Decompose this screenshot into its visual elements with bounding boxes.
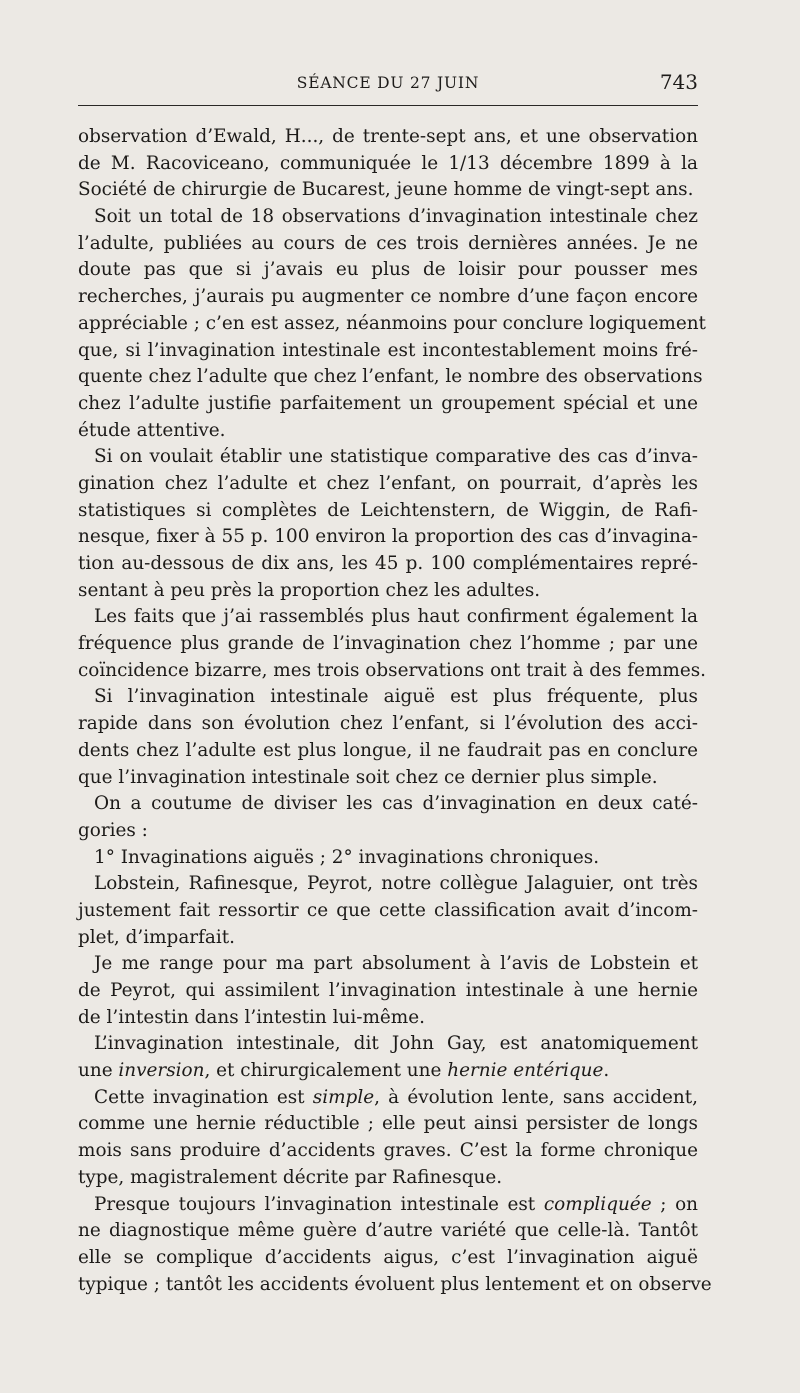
text-segment: chez l’adulte justifie parfaitement un groupement spécial et une bbox=[78, 392, 698, 414]
page-number: 743 bbox=[659, 70, 698, 94]
text-segment: rapide dans son évolution chez l’enfant, si l’évolution des acci- bbox=[78, 713, 698, 735]
text-segment: L’invagination intestinale, dit John Gay, est anatomiquement bbox=[94, 1033, 698, 1055]
text-segment: de Peyrot, qui assimilent l’invagination intestinale à une hernie bbox=[78, 980, 698, 1001]
text-line bbox=[78, 1085, 698, 1112]
text-line bbox=[78, 604, 698, 631]
text-segment: une bbox=[78, 1060, 119, 1082]
text-segment: sentant à peu près la proportion chez les adultes. bbox=[78, 579, 541, 601]
text-line bbox=[78, 791, 698, 818]
text-segment: 1° Invaginations aiguës ; 2° invaginations chroniques. bbox=[94, 846, 600, 868]
text-segment: coïncidence bizarre, mes trois observations ont trait à des femmes. bbox=[78, 659, 706, 681]
text-line bbox=[78, 1031, 698, 1058]
text-segment: doute pas que si j’avais eu plus de loisir pour pousser mes bbox=[78, 259, 698, 281]
text-segment: que, si l’invagination intestinale est incontestablement moins fré- bbox=[78, 339, 698, 361]
text-segment: type, magistralement décrite par Rafinesque. bbox=[78, 1166, 503, 1188]
text-line bbox=[78, 471, 698, 498]
text-segment: que l’invagination intestinale soit chez ce dernier plus simple. bbox=[78, 766, 658, 788]
text-segment: Soit un total de 18 observations d’invagination intestinale chez bbox=[94, 206, 698, 228]
text-segment: nesque, fixer à 55 p. 100 environ la proportion des cas d’invagina- bbox=[78, 526, 698, 548]
text-segment: de l’intestin dans l’intestin lui-même. bbox=[78, 1006, 425, 1028]
text-line bbox=[78, 1058, 698, 1085]
text-line bbox=[78, 818, 698, 845]
text-line bbox=[78, 418, 698, 445]
text-line bbox=[78, 1192, 698, 1219]
text-segment: dents chez l’adulte est plus longue, il ne faudrait pas en conclure bbox=[78, 739, 698, 761]
text-segment: plet, d’imparfait. bbox=[78, 926, 235, 948]
text-segment: On a coutume de diviser les cas d’invagination en deux caté- bbox=[94, 793, 698, 815]
text-segment: . bbox=[603, 1060, 610, 1082]
text-line bbox=[78, 631, 698, 658]
text-line bbox=[78, 177, 698, 204]
text-line bbox=[78, 1111, 698, 1138]
text-line bbox=[78, 231, 698, 258]
text-line bbox=[78, 311, 706, 338]
text-segment: recherches, j’aurais pu augmenter ce nombre d’une façon encore bbox=[78, 286, 698, 308]
text-line bbox=[78, 151, 698, 178]
text-line bbox=[78, 498, 698, 525]
text-segment: Si l’invagination intestinale aiguë est plus fréquente, plus bbox=[94, 686, 698, 708]
text-line bbox=[78, 871, 698, 898]
text-line bbox=[78, 951, 698, 978]
italic-term: compliquée bbox=[543, 1193, 652, 1215]
text-segment: Presque toujours l’invagination intestinale est bbox=[94, 1193, 544, 1215]
text-line bbox=[78, 391, 698, 418]
text-segment: fréquence plus grande de l’invagination chez l’homme ; par une bbox=[78, 633, 698, 655]
text-segment: quente chez l’adulte que chez l’enfant, le nombre des observations bbox=[78, 366, 703, 388]
text-segment: étude attentive. bbox=[78, 419, 226, 441]
text-line bbox=[78, 925, 698, 952]
text-line bbox=[78, 845, 698, 872]
italic-term: hernie entérique bbox=[447, 1060, 604, 1082]
text-line bbox=[78, 1138, 698, 1165]
text-segment: gination chez l’adulte et chez l’enfant, on pourrait, d’après les bbox=[78, 472, 698, 494]
text-segment: justement fait ressortir ce que cette classification avait d’incom- bbox=[78, 899, 698, 921]
text-line bbox=[78, 738, 698, 765]
text-line bbox=[78, 338, 698, 365]
text-segment: appréciable ; c’en est assez, néanmoins pour conclure logiquement bbox=[78, 312, 706, 334]
text-segment: statistiques si complètes de Leichtenstern, de Wiggin, de Rafi- bbox=[78, 499, 698, 521]
text-line bbox=[78, 711, 698, 738]
text-segment: Je me range pour ma part absolument à l’avis de Lobstein et bbox=[94, 953, 698, 975]
italic-term: inversion bbox=[118, 1060, 205, 1082]
text-line bbox=[78, 1218, 698, 1245]
text-line bbox=[78, 1005, 698, 1032]
text-line bbox=[78, 364, 703, 391]
text-line bbox=[78, 578, 698, 605]
text-segment: mois sans produire d’accidents graves. C’est la forme chronique bbox=[78, 1140, 698, 1162]
text-line bbox=[78, 124, 698, 151]
text-line bbox=[78, 1272, 712, 1299]
text-segment: Si on voulait établir une statistique comparative des cas d’inva- bbox=[94, 446, 698, 468]
page-header bbox=[78, 58, 698, 94]
text-segment: ; on bbox=[651, 1193, 698, 1215]
header-rule bbox=[78, 105, 698, 106]
body-text bbox=[78, 124, 712, 1298]
text-line bbox=[78, 524, 698, 551]
text-segment: , à évolution lente, sans accident, bbox=[374, 1086, 698, 1108]
text-line bbox=[78, 444, 698, 471]
text-line bbox=[78, 978, 698, 1005]
text-segment: de M. Racoviceano, communiquée le 1/13 décembre 1899 à la bbox=[78, 152, 698, 174]
text-line bbox=[78, 684, 698, 711]
text-segment: typique ; tantôt les accidents évoluent plus lentement et on observe bbox=[78, 1273, 712, 1295]
text-line bbox=[78, 551, 698, 578]
text-line bbox=[78, 765, 698, 792]
text-line bbox=[78, 658, 706, 685]
text-segment: Les faits que j’ai rassemblés plus haut confirment également la bbox=[94, 606, 698, 628]
text-line bbox=[78, 1165, 698, 1192]
text-segment: ne diagnostique même guère d’autre variété que celle-là. Tantôt bbox=[78, 1220, 698, 1242]
text-line bbox=[78, 204, 698, 231]
text-segment: observation d’Ewald, H..., de trente-sept ans, et une observation bbox=[78, 126, 698, 147]
text-line bbox=[78, 1245, 698, 1272]
text-segment: l’adulte, publiées au cours de ces trois dernières années. Je ne bbox=[78, 232, 698, 254]
text-segment: elle se complique d’accidents aigus, c’est l’invagination aiguë bbox=[78, 1246, 698, 1268]
text-segment: Lobstein, Rafinesque, Peyrot, notre collègue Jalaguier, ont très bbox=[94, 873, 698, 895]
text-segment: gories : bbox=[78, 819, 148, 841]
text-segment: Cette invagination est bbox=[94, 1086, 313, 1108]
text-segment: tion au-dessous de dix ans, les 45 p. 100 complémentaires repré- bbox=[78, 553, 698, 574]
text-segment: Société de chirurgie de Bucarest, jeune homme de vingt-sept ans. bbox=[78, 179, 694, 201]
running-title: SÉANCE DU 27 JUIN bbox=[296, 74, 480, 92]
text-line bbox=[78, 284, 698, 311]
text-segment: comme une hernie réductible ; elle peut ainsi persister de longs bbox=[78, 1113, 698, 1135]
text-segment: , et chirurgicalement une bbox=[204, 1060, 448, 1082]
italic-term: simple bbox=[312, 1086, 375, 1108]
text-line bbox=[78, 257, 698, 284]
text-line bbox=[78, 898, 698, 925]
